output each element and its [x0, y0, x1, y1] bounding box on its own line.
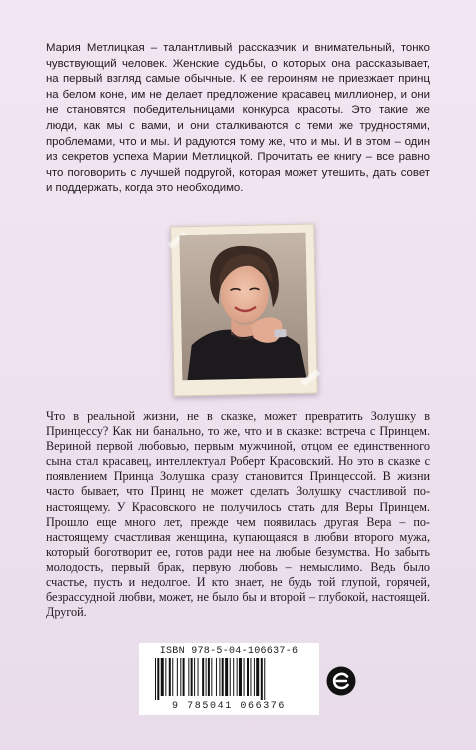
barcode-bar — [233, 658, 234, 696]
publisher-logo-icon — [326, 666, 356, 696]
barcode-bar — [155, 658, 156, 700]
barcode-bar — [191, 658, 193, 696]
barcode-bar — [254, 658, 255, 696]
barcode-bar — [206, 658, 207, 696]
barcode-bar — [256, 658, 259, 696]
barcode-bar — [219, 658, 220, 696]
barcode-bar — [172, 658, 173, 696]
barcode-bar — [180, 658, 181, 696]
barcode-bar — [211, 658, 212, 696]
barcode-bar — [244, 658, 245, 696]
barcode-bar — [202, 658, 204, 696]
isbn-barcode-panel — [139, 643, 319, 715]
barcode-digits: 9 785041 066376 — [171, 701, 286, 712]
barcode-bar — [194, 658, 195, 696]
barcode-bar — [264, 658, 265, 700]
barcode-bar — [222, 658, 224, 696]
barcode-bar — [198, 658, 199, 696]
author-photo — [179, 233, 308, 381]
barcode-bar — [183, 658, 185, 696]
barcode-bar — [247, 658, 249, 696]
barcode-bar — [250, 658, 251, 696]
barcode-bar — [188, 658, 189, 696]
barcode-bar — [239, 658, 242, 696]
barcode-bar — [216, 658, 217, 696]
barcode-bar — [161, 658, 164, 696]
barcode-bar — [157, 658, 159, 700]
barcode-bar — [230, 658, 231, 696]
barcode-bar — [177, 658, 178, 696]
barcode-icon — [153, 658, 305, 700]
barcode-bar — [169, 658, 171, 696]
author-photo-frame — [170, 224, 318, 397]
barcode-bar — [237, 658, 238, 696]
book-annotation: Что в реальной жизни, не в сказке, может превратить Золушку в Принцессу? Как ни банально, то же, что и в сказке: встреча с Принцем. Вериной первой любовью, первым мужчиной, отцом ее единственного сына стал красавец, интеллектуал Роберт Красовский. Но это в сказке с появлением Принца Золушка сразу становится Принцессой. В жизни часто бывает, что Принц не может сделать Золушку счастливой по-настоящему. У Красовского не получилось стать для Веры Принцем. Прошло еще много лет, прежде чем появилась другая Вера – по-настоящему счастливая женщина, купающаяся в любви второго мужа, который боготворит ее, готов ради нее на любые безумства. Но забыть молодость, первый брак, первую любовь – немыслимо. Ведь было счастье, пусть и недолгое. И кто знает, не будь той глупой, горячей, безрассудной любви, может, не было бы и второй – глубокой, настоящей. Другой. — [46, 409, 430, 620]
barcode-bar — [225, 658, 228, 696]
barcode-bar — [165, 658, 166, 696]
author-blurb: Мария Метлицкая – талантливый рассказчик и внимательный, тонко чувствующий человек. Женские судьбы, о которых она рассказывает, на первый взгляд самые обычные. К ее героиням не приезжает принц на белом коне, им не делает предложение красавец миллионер, и они не становятся победительницами конкурса красоты. Это такие же люди, как мы с вами, и они сталкиваются с теми же трудностями, проблемами, что и мы. И радуются тому же, что и мы. И в этом – один из секретов успеха Марии Метлицкой. Прочитать ее книгу – все равно что поговорить с лучшей подругой, которая может утешить, дать совет и поддержать, когда это необходимо. — [46, 42, 430, 195]
barcode-bar — [261, 658, 263, 700]
barcode-bar — [208, 658, 210, 696]
isbn-label: ISBN 978-5-04-106637-6 — [159, 646, 299, 657]
author-portrait-illustration — [179, 233, 308, 381]
